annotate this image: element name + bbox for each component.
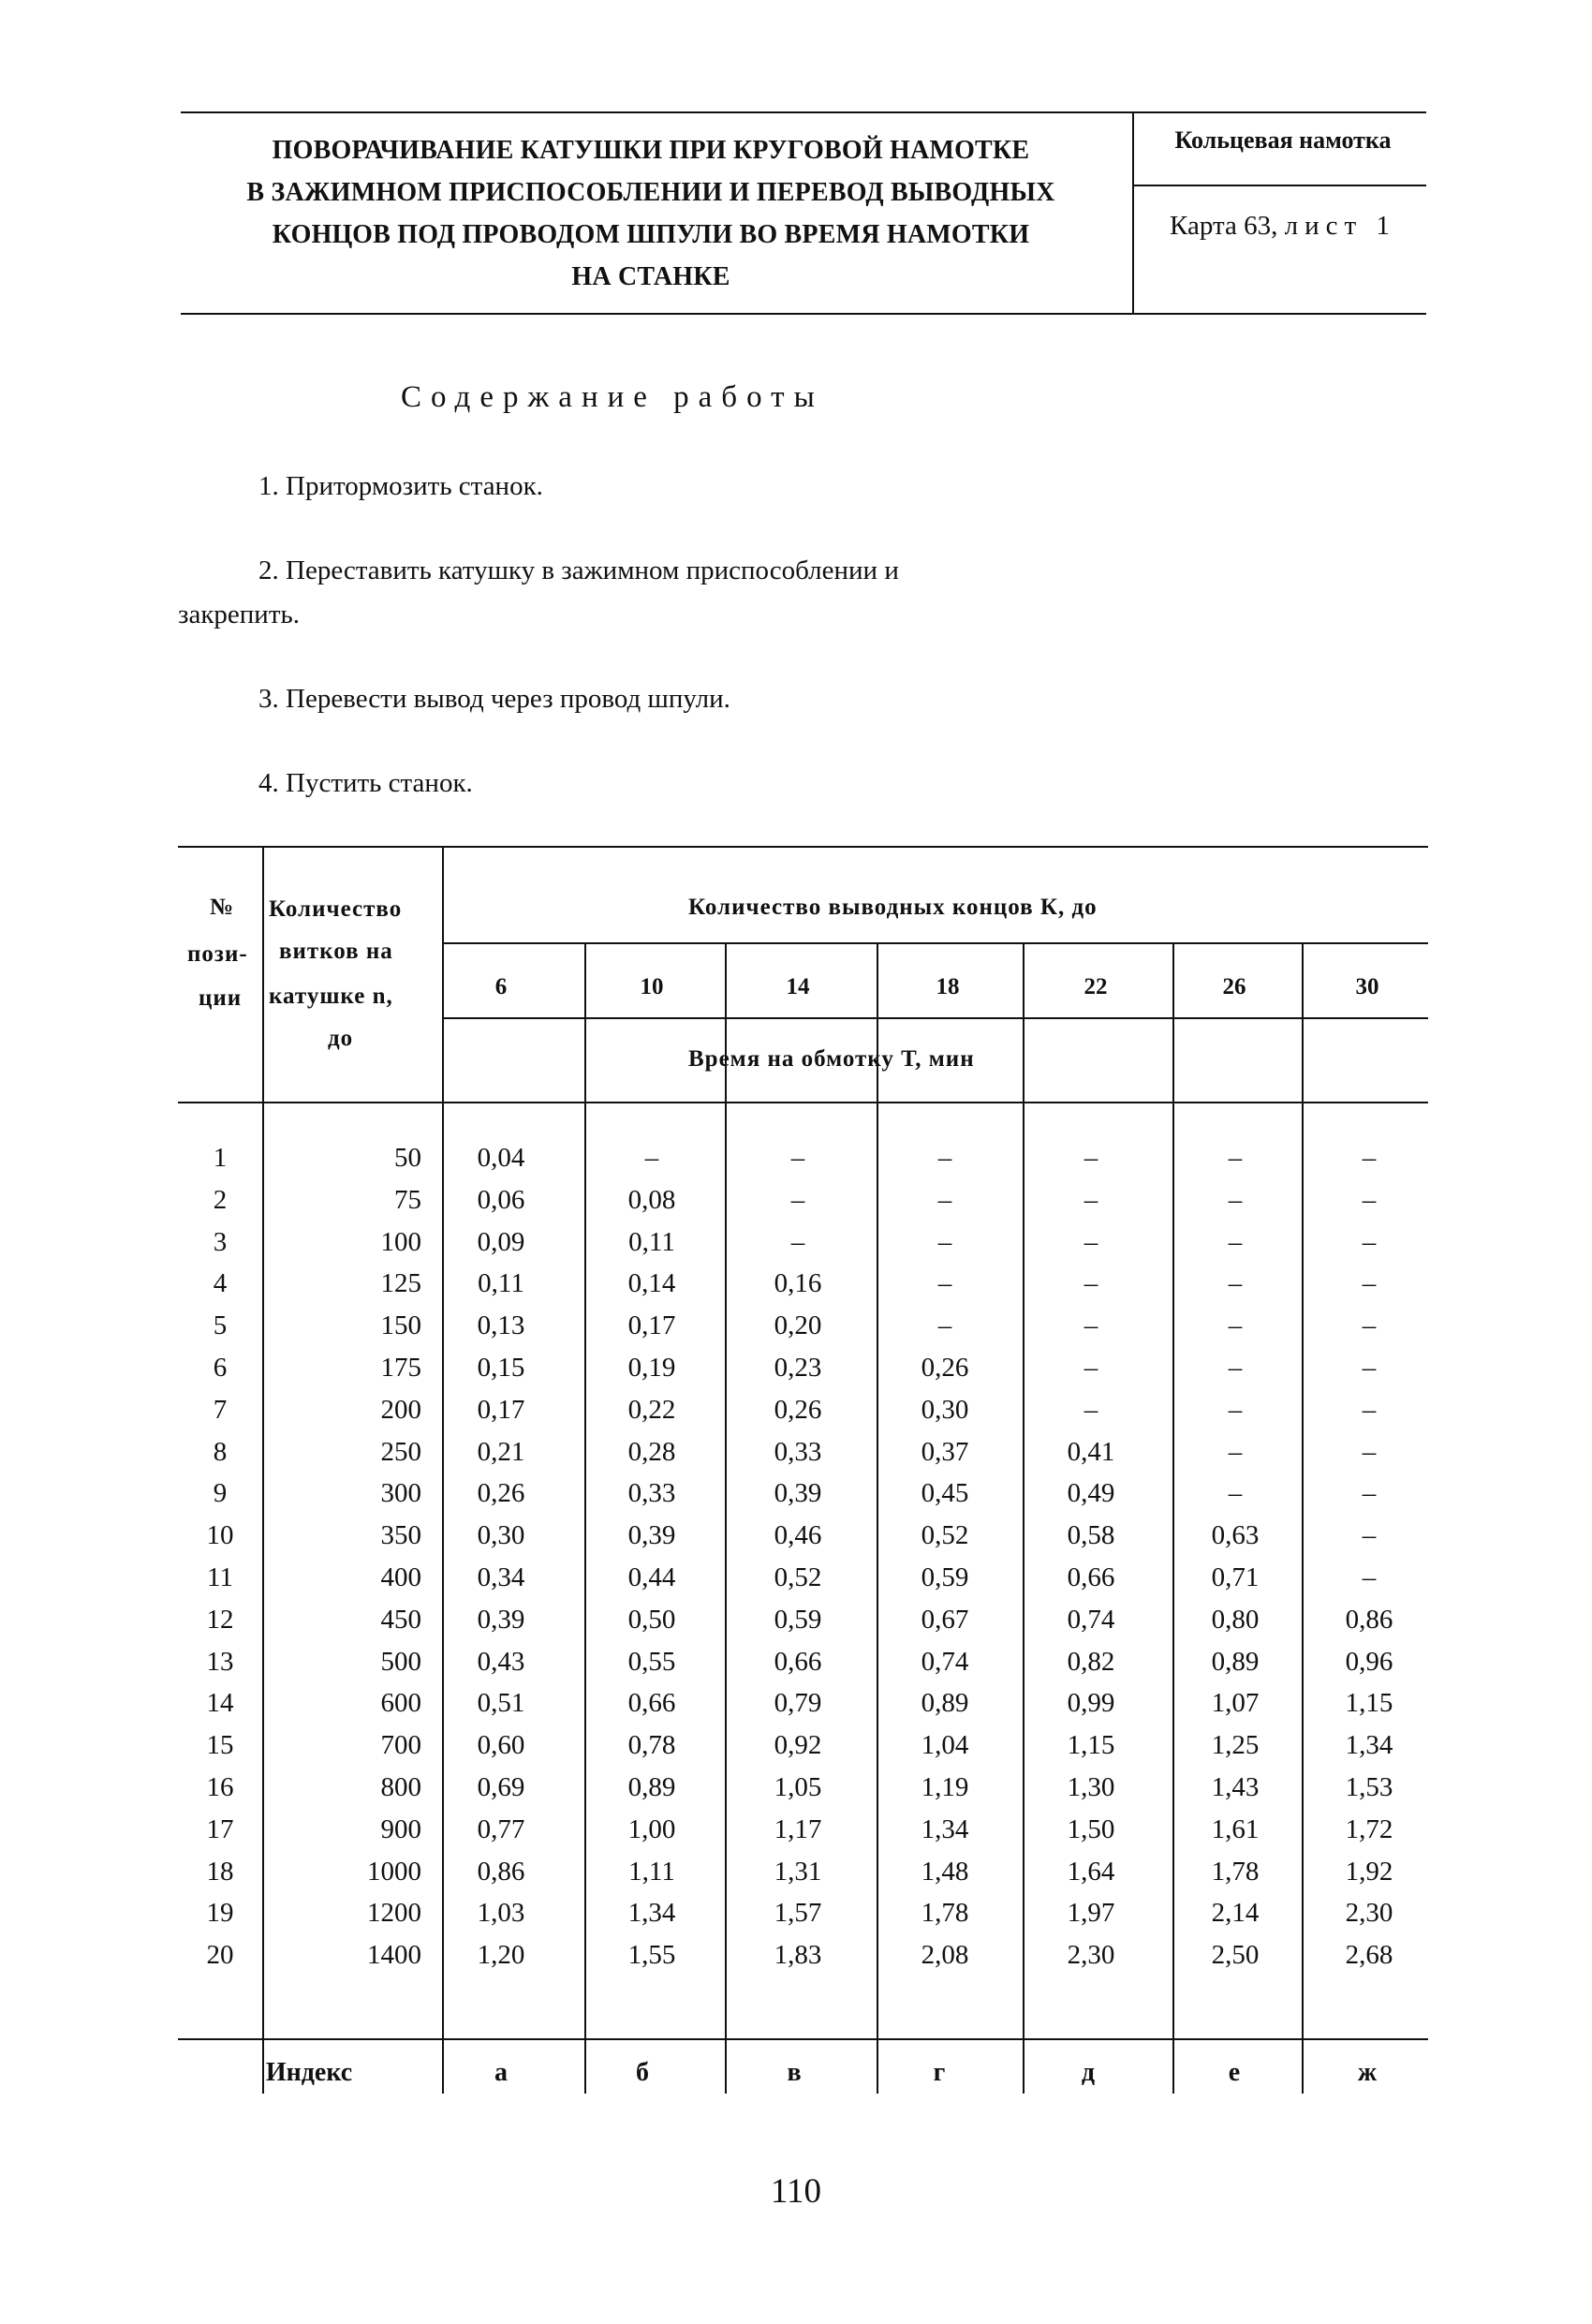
time-cell: –	[937, 1310, 952, 1341]
time-cell: 0,33	[774, 1436, 822, 1467]
time-cell: 1,11	[628, 1856, 675, 1887]
position-cell: 11	[207, 1562, 233, 1592]
time-cell: 0,21	[477, 1436, 525, 1467]
time-cell: 2,08	[921, 1940, 969, 1971]
time-cell: 0,82	[1067, 1646, 1115, 1677]
time-cell: –	[790, 1184, 805, 1215]
turns-header: Количество	[269, 896, 403, 922]
turns-cell: 1400	[367, 1940, 421, 1971]
time-cell: 0,69	[477, 1772, 525, 1802]
turns-cell: 500	[380, 1646, 421, 1677]
time-cell: 0,66	[1067, 1562, 1115, 1592]
time-cell: 0,51	[477, 1688, 525, 1719]
time-cell: 0,39	[477, 1604, 525, 1635]
ends-column-header: 22	[1083, 974, 1108, 999]
time-cell: 1,03	[477, 1898, 525, 1929]
time-cell: 0,06	[477, 1184, 525, 1215]
header-bottom-rule	[178, 1102, 1428, 1103]
time-cell: 1,34	[627, 1898, 676, 1929]
position-cell: 5	[213, 1310, 228, 1341]
position-cell: 13	[206, 1646, 234, 1677]
time-cell: 1,19	[921, 1772, 969, 1802]
time-cell: –	[1228, 1143, 1243, 1173]
time-cell: –	[644, 1143, 659, 1173]
card-sheet	[1138, 211, 1428, 242]
time-cell: –	[1362, 1226, 1377, 1257]
turns-cell: 100	[380, 1226, 421, 1257]
title-line: ПОВОРАЧИВАНИЕ КАТУШКИ ПРИ КРУГОВОЙ НАМОТКЕ	[272, 136, 1030, 165]
time-cell: 0,89	[921, 1688, 969, 1719]
turns-cell: 1000	[367, 1856, 421, 1887]
position-cell: 15	[206, 1730, 234, 1761]
position-header: ции	[199, 985, 243, 1011]
step-item: 2. Переставить катушку в зажимном приспособлении и	[258, 555, 899, 585]
time-cell: 0,09	[477, 1226, 525, 1257]
step-item: 3. Перевести вывод через провод шпули.	[258, 684, 730, 714]
time-cell: –	[1362, 1436, 1377, 1467]
time-cell: 0,26	[921, 1353, 969, 1383]
time-cell: 0,17	[477, 1394, 525, 1425]
time-cell: 0,71	[1211, 1562, 1260, 1592]
ends-column-header: 18	[936, 974, 960, 999]
time-cell: 0,15	[477, 1353, 525, 1383]
time-cell: 0,52	[921, 1520, 969, 1551]
time-cell: 0,33	[627, 1478, 676, 1509]
time-cell: 1,25	[1211, 1730, 1260, 1761]
time-cell: 0,58	[1067, 1520, 1115, 1551]
time-cell: –	[790, 1226, 805, 1257]
turns-cell: 450	[380, 1604, 421, 1635]
time-cell: 1,00	[627, 1813, 676, 1844]
time-header: Время на обмотку Т, мин	[688, 1046, 975, 1072]
title-line: КОНЦОВ ПОД ПРОВОДОМ ШПУЛИ ВО ВРЕМЯ НАМОТКИ	[272, 220, 1030, 249]
time-cell: 1,20	[477, 1940, 525, 1971]
position-header: пози-	[187, 941, 248, 967]
time-cell: 1,78	[1211, 1856, 1260, 1887]
time-cell: 0,66	[774, 1646, 822, 1677]
time-cell: 1,53	[1345, 1772, 1393, 1802]
time-cell: 0,30	[921, 1394, 969, 1425]
position-cell: 2	[213, 1184, 228, 1215]
time-cell: 0,20	[774, 1310, 822, 1341]
column-rule	[1023, 942, 1024, 2094]
turns-cell: 175	[380, 1353, 421, 1383]
position-cell: 4	[213, 1268, 228, 1299]
group-header-rule	[442, 942, 1428, 944]
index-label: Индекс	[265, 2058, 353, 2087]
time-cell: 0,39	[774, 1478, 822, 1509]
table-top-rule	[178, 846, 1428, 848]
turns-header: катушке n,	[269, 984, 393, 1009]
position-cell: 3	[213, 1226, 228, 1257]
position-cell: 6	[213, 1353, 228, 1383]
step-item: 4. Пустить станок.	[258, 768, 473, 798]
position-cell: 8	[213, 1436, 228, 1467]
section-title: Содержание работы	[401, 380, 824, 414]
time-cell: –	[937, 1268, 952, 1299]
turns-cell: 150	[380, 1310, 421, 1341]
position-header: №	[210, 895, 235, 920]
time-cell: 0,74	[1067, 1604, 1115, 1635]
time-cell: –	[790, 1143, 805, 1173]
time-cell: 1,64	[1067, 1856, 1115, 1887]
time-cell: –	[937, 1226, 952, 1257]
position-cell: 19	[206, 1898, 234, 1929]
position-cell: 16	[206, 1772, 234, 1802]
time-cell: –	[1228, 1436, 1243, 1467]
time-cell: 0,23	[774, 1353, 822, 1383]
time-cell: 0,59	[774, 1604, 822, 1635]
time-cell: –	[1228, 1394, 1243, 1425]
time-cell: 1,55	[627, 1940, 676, 1971]
time-cell: 1,78	[921, 1898, 969, 1929]
position-cell: 14	[206, 1688, 234, 1719]
time-cell: –	[1362, 1478, 1377, 1509]
time-cell: –	[1228, 1226, 1243, 1257]
time-cell: 0,43	[477, 1646, 525, 1677]
time-cell: –	[1083, 1184, 1098, 1215]
turns-cell: 125	[380, 1268, 421, 1299]
time-cell: 0,80	[1211, 1604, 1260, 1635]
time-cell: 0,67	[921, 1604, 969, 1635]
position-cell: 17	[206, 1813, 234, 1844]
time-cell: 0,59	[921, 1562, 969, 1592]
time-cell: 1,72	[1345, 1813, 1393, 1844]
time-cell: 0,11	[628, 1226, 675, 1257]
time-cell: –	[1083, 1268, 1098, 1299]
index-cell: ж	[1357, 2058, 1378, 2087]
turns-header: до	[328, 1026, 354, 1051]
index-cell: б	[636, 2058, 649, 2087]
time-cell: –	[1228, 1353, 1243, 1383]
position-cell: 20	[206, 1940, 234, 1971]
ends-row-rule	[442, 1017, 1428, 1019]
time-cell: 0,26	[774, 1394, 822, 1425]
turns-cell: 600	[380, 1688, 421, 1719]
time-cell: 0,66	[627, 1688, 676, 1719]
time-cell: 0,19	[627, 1353, 676, 1383]
time-cell: 0,45	[921, 1478, 969, 1509]
time-cell: 1,15	[1345, 1688, 1393, 1719]
time-cell: 0,14	[627, 1268, 676, 1299]
time-cell: 0,30	[477, 1520, 525, 1551]
turns-cell: 700	[380, 1730, 421, 1761]
time-cell: 0,50	[627, 1604, 676, 1635]
time-cell: –	[1083, 1143, 1098, 1173]
title-line: В ЗАЖИМНОМ ПРИСПОСОБЛЕНИИ И ПЕРЕВОД ВЫВОДНЫХ	[246, 178, 1055, 207]
time-cell: 1,50	[1067, 1813, 1115, 1844]
time-cell: 0,08	[627, 1184, 676, 1215]
time-cell: –	[1362, 1394, 1377, 1425]
card-number: Карта 63,	[1170, 211, 1278, 241]
time-cell: –	[1362, 1562, 1377, 1592]
time-cell: 1,15	[1067, 1730, 1115, 1761]
header-right-rule	[1132, 185, 1426, 186]
ends-column-header: 10	[640, 974, 664, 999]
time-cell: 1,97	[1067, 1898, 1115, 1929]
group-header: Количество выводных концов К, до	[688, 895, 1098, 920]
time-cell: 0,79	[774, 1688, 822, 1719]
turns-header: витков на	[279, 939, 393, 964]
time-cell: 1,48	[921, 1856, 969, 1887]
title-line: НА СТАНКЕ	[571, 262, 730, 291]
position-cell: 7	[213, 1394, 228, 1425]
time-cell: 0,52	[774, 1562, 822, 1592]
time-cell: –	[937, 1184, 952, 1215]
ends-column-header: 26	[1222, 974, 1246, 999]
turns-cell: 300	[380, 1478, 421, 1509]
header-top-rule	[181, 111, 1426, 113]
turns-cell: 350	[380, 1520, 421, 1551]
time-cell: 1,17	[774, 1813, 822, 1844]
time-cell: –	[1083, 1310, 1098, 1341]
column-rule	[262, 846, 264, 2094]
time-cell: 2,30	[1345, 1898, 1393, 1929]
time-cell: 0,16	[774, 1268, 822, 1299]
time-cell: –	[1362, 1520, 1377, 1551]
index-cell: а	[494, 2058, 508, 2087]
time-cell: 0,44	[627, 1562, 676, 1592]
sheet-number: лист 1	[1284, 211, 1396, 241]
index-cell: г	[933, 2058, 946, 2087]
column-rule	[725, 942, 727, 2094]
time-cell: 0,77	[477, 1813, 525, 1844]
time-cell: 0,96	[1345, 1646, 1393, 1677]
index-top-rule	[178, 2038, 1428, 2040]
header-divider	[1132, 111, 1134, 314]
time-cell: –	[1362, 1353, 1377, 1383]
turns-cell: 75	[394, 1184, 421, 1215]
column-rule	[877, 942, 878, 2094]
time-cell: 1,34	[1345, 1730, 1393, 1761]
turns-cell: 900	[380, 1813, 421, 1844]
time-cell: –	[1083, 1226, 1098, 1257]
time-cell: 0,34	[477, 1562, 525, 1592]
time-cell: 0,89	[627, 1772, 676, 1802]
index-cell: д	[1081, 2058, 1096, 2087]
turns-cell: 800	[380, 1772, 421, 1802]
time-cell: 0,60	[477, 1730, 525, 1761]
time-cell: –	[1083, 1394, 1098, 1425]
time-cell: 1,31	[774, 1856, 822, 1887]
time-cell: 0,13	[477, 1310, 525, 1341]
index-cell: е	[1228, 2058, 1241, 2087]
time-cell: 1,43	[1211, 1772, 1260, 1802]
step-item-continuation: закрепить.	[178, 600, 300, 629]
time-cell: 0,92	[774, 1730, 822, 1761]
time-cell: –	[1362, 1268, 1377, 1299]
time-cell: 2,50	[1211, 1940, 1260, 1971]
turns-cell: 1200	[367, 1898, 421, 1929]
time-cell: 1,07	[1211, 1688, 1260, 1719]
ends-column-header: 6	[494, 974, 508, 999]
time-cell: 0,11	[478, 1268, 524, 1299]
time-cell: 0,86	[1345, 1604, 1393, 1635]
time-cell: 1,92	[1345, 1856, 1393, 1887]
time-cell: 1,05	[774, 1772, 822, 1802]
time-cell: 0,26	[477, 1478, 525, 1509]
turns-cell: 50	[394, 1143, 421, 1173]
time-cell: 1,04	[921, 1730, 969, 1761]
time-cell: –	[1362, 1310, 1377, 1341]
time-cell: 0,41	[1067, 1436, 1115, 1467]
time-cell: 0,04	[477, 1143, 525, 1173]
time-cell: 0,22	[627, 1394, 676, 1425]
time-cell: 1,30	[1067, 1772, 1115, 1802]
header-bottom-rule	[181, 313, 1426, 315]
time-cell: –	[1228, 1268, 1243, 1299]
turns-cell: 200	[380, 1394, 421, 1425]
time-cell: –	[1083, 1353, 1098, 1383]
time-cell: 0,78	[627, 1730, 676, 1761]
winding-type: Кольцевая намотка	[1174, 126, 1392, 154]
time-cell: –	[1228, 1184, 1243, 1215]
time-cell: 0,37	[921, 1436, 969, 1467]
time-cell: 0,86	[477, 1856, 525, 1887]
time-cell: 0,46	[774, 1520, 822, 1551]
page-number: 110	[770, 2172, 822, 2211]
position-cell: 1	[213, 1143, 228, 1173]
time-cell: 0,28	[627, 1436, 676, 1467]
step-item: 1. Притормозить станок.	[258, 471, 543, 501]
position-cell: 9	[213, 1478, 228, 1509]
time-cell: 2,68	[1345, 1940, 1393, 1971]
time-cell: 1,57	[774, 1898, 822, 1929]
time-cell: 1,34	[921, 1813, 969, 1844]
index-cell: в	[787, 2058, 802, 2087]
position-cell: 18	[206, 1856, 234, 1887]
document-title	[183, 129, 1119, 298]
time-cell: 0,55	[627, 1646, 676, 1677]
time-cell: –	[1362, 1184, 1377, 1215]
time-cell: 0,49	[1067, 1478, 1115, 1509]
time-cell: 0,99	[1067, 1688, 1115, 1719]
ends-column-header: 30	[1355, 974, 1379, 999]
time-cell: 0,74	[921, 1646, 969, 1677]
time-cell: 1,83	[774, 1940, 822, 1971]
time-cell: –	[1362, 1143, 1377, 1173]
time-cell: 0,89	[1211, 1646, 1260, 1677]
time-cell: 0,39	[627, 1520, 676, 1551]
time-cell: –	[1228, 1310, 1243, 1341]
ends-column-header: 14	[786, 974, 810, 999]
time-cell: 2,14	[1211, 1898, 1260, 1929]
time-cell: 2,30	[1067, 1940, 1115, 1971]
turns-cell: 250	[380, 1436, 421, 1467]
time-cell: –	[1228, 1478, 1243, 1509]
time-cell: 0,17	[627, 1310, 676, 1341]
position-cell: 10	[206, 1520, 234, 1551]
time-cell: 1,61	[1211, 1813, 1260, 1844]
time-cell: 0,63	[1211, 1520, 1260, 1551]
position-cell: 12	[206, 1604, 234, 1635]
turns-cell: 400	[380, 1562, 421, 1592]
time-cell: –	[937, 1143, 952, 1173]
